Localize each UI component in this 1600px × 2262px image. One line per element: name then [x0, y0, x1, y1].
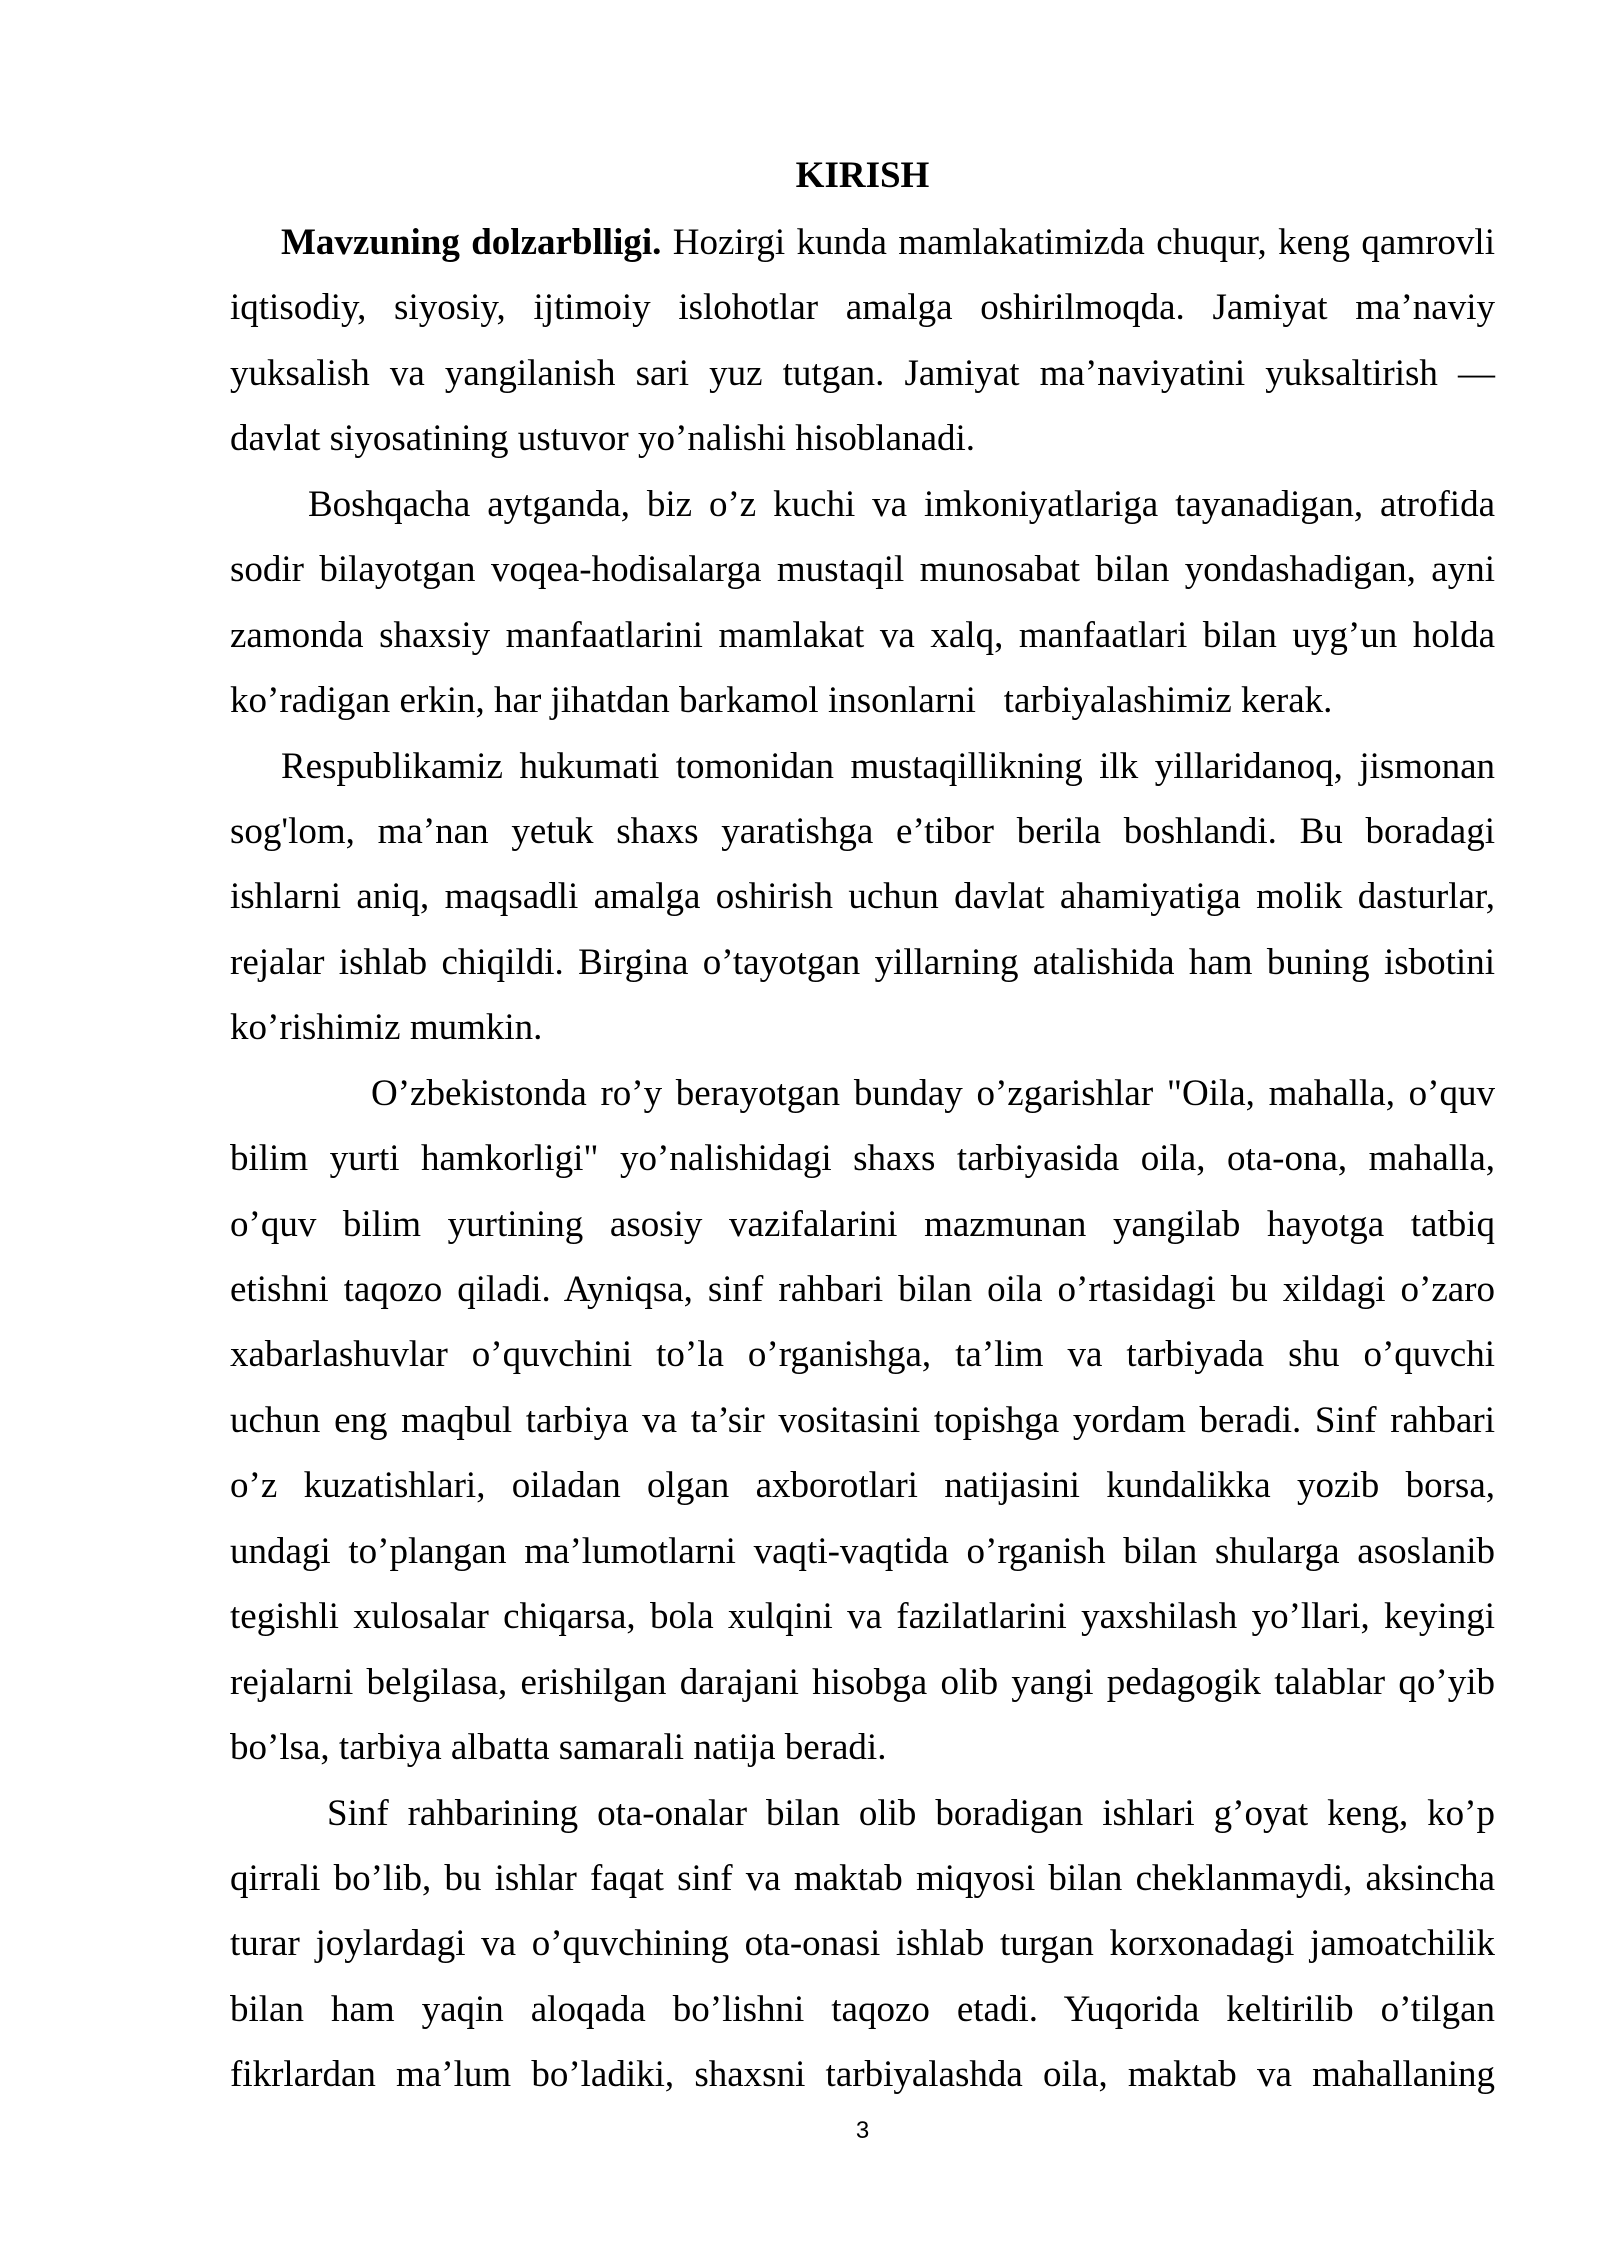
text-line: ko’rishimiz mumkin.	[230, 1007, 543, 1049]
text-line: iqtisodiy, siyosiy, ijtimoiy islohotlar amalga oshirilmoqda. Jamiyat ma’naviy	[230, 287, 1495, 329]
text-line: Boshqacha aytganda, biz o’z kuchi va imkoniyatlariga tayanadigan, atrofida	[308, 483, 1495, 525]
line-text: Hozirgi kunda mamlakatimizda chuqur, keng qamrovli	[672, 222, 1495, 263]
text-line: Sinf rahbarining ota-onalar bilan olib boradigan ishlari g’oyat keng, ko’p	[327, 1792, 1495, 1834]
paragraph	[230, 734, 1495, 1061]
text-line: fikrlardan ma’lum bo’ladiki, shaxsni tarbiyalashda oila, maktab va mahallaning	[230, 2054, 1495, 2096]
text-line: tegishli xulosalar chiqarsa, bola xulqini va fazilatlarini yaxshilash yo’llari, keyingi	[230, 1596, 1495, 1638]
text-line: bilan ham yaqin aloqada bo’lishni taqozo etadi. Yuqorida keltirilib o’tilgan	[230, 1988, 1495, 2030]
bold-lead-heading: Mavzuning dolzarblligi.	[281, 222, 662, 263]
text-line: xabarlashuvlar o’quvchini to’la o’rganishga, ta’lim va tarbiyada shu o’quvchi	[230, 1334, 1495, 1376]
text-line: undagi to’plangan ma’lumotlarni vaqti-vaqtida o’rganish bilan shularga asoslanib	[230, 1530, 1495, 1572]
paragraph	[230, 1061, 1495, 1781]
text-line: davlat siyosatining ustuvor yo’nalishi hisoblanadi.	[230, 418, 976, 460]
text-line: o’z kuzatishlari, oiladan olgan axborotlari natijasini kundalikka yozib borsa,	[230, 1465, 1495, 1507]
text-line: Respublikamiz hukumati tomonidan mustaqillikning ilk yillaridanoq, jismonan	[281, 745, 1495, 787]
text-line: turar joylardagi va o’quvchining ota-onasi ishlab turgan korxonadagi jamoatchilik	[230, 1923, 1495, 1965]
text-line: o’quv bilim yurtining asosiy vazifalarini mazmunan yangilab hayotga tatbiq	[230, 1203, 1495, 1245]
page-number: 3	[855, 2117, 870, 2144]
text-line: etishni taqozo qiladi. Ayniqsa, sinf rahbari bilan oila o’rtasidagi bu xildagi o’zaro	[230, 1269, 1495, 1310]
text-line: bo’lsa, tarbiya albatta samarali natija beradi.	[230, 1727, 887, 1769]
text-line: yuksalish va yangilanish sari yuz tutgan. Jamiyat ma’naviyatini yuksaltirish —	[230, 352, 1495, 394]
text-line: uchun eng maqbul tarbiya va ta’sir vositasini topishga yordam beradi. Sinf rahbari	[230, 1399, 1495, 1441]
paragraph-topic-relevance	[230, 210, 1495, 472]
text-line: zamonda shaxsiy manfaatlarini mamlakat va xalq, manfaatlari bilan uyg’un holda	[230, 614, 1495, 656]
text-line	[230, 210, 1495, 275]
text-line: rejalar ishlab chiqildi. Birgina o’tayotgan yillarning atalishida ham buning isbotini	[230, 941, 1495, 983]
text-line: bilim yurti hamkorligi" yo’nalishidagi shaxs tarbiyasida oila, ota-ona, mahalla,	[230, 1138, 1495, 1180]
text-line: ishlarni aniq, maqsadli amalga oshirish uchun davlat ahamiyatiga molik dasturlar,	[230, 876, 1495, 918]
paragraph	[230, 472, 1495, 734]
document-body	[230, 142, 1495, 2108]
text-line: sodir bilayotgan voqea-hodisalarga mustaqil munosabat bilan yondashadigan, ayni	[230, 549, 1495, 591]
text-line: rejalarni belgilasa, erishilgan darajani hisobga olib yangi pedagogik talablar qo’yib	[230, 1661, 1495, 1703]
section-title: KIRISH	[795, 155, 930, 196]
text-line: qirrali bo’lib, bu ishlar faqat sinf va maktab miqyosi bilan cheklanmaydi, aksincha	[230, 1857, 1495, 1899]
text-line: O’zbekistonda ro’y berayotgan bunday o’zgarishlar "Oila, mahalla, o’quv	[371, 1072, 1495, 1114]
text-line: ko’radigan erkin, har jihatdan barkamol insonlarni tarbiyalashimiz kerak.	[230, 680, 1333, 722]
text-line: sog'lom, ma’nan yetuk shaxs yaratishga e’tibor berila boshlandi. Bu boradagi	[230, 810, 1495, 852]
paragraph	[230, 1781, 1495, 2108]
